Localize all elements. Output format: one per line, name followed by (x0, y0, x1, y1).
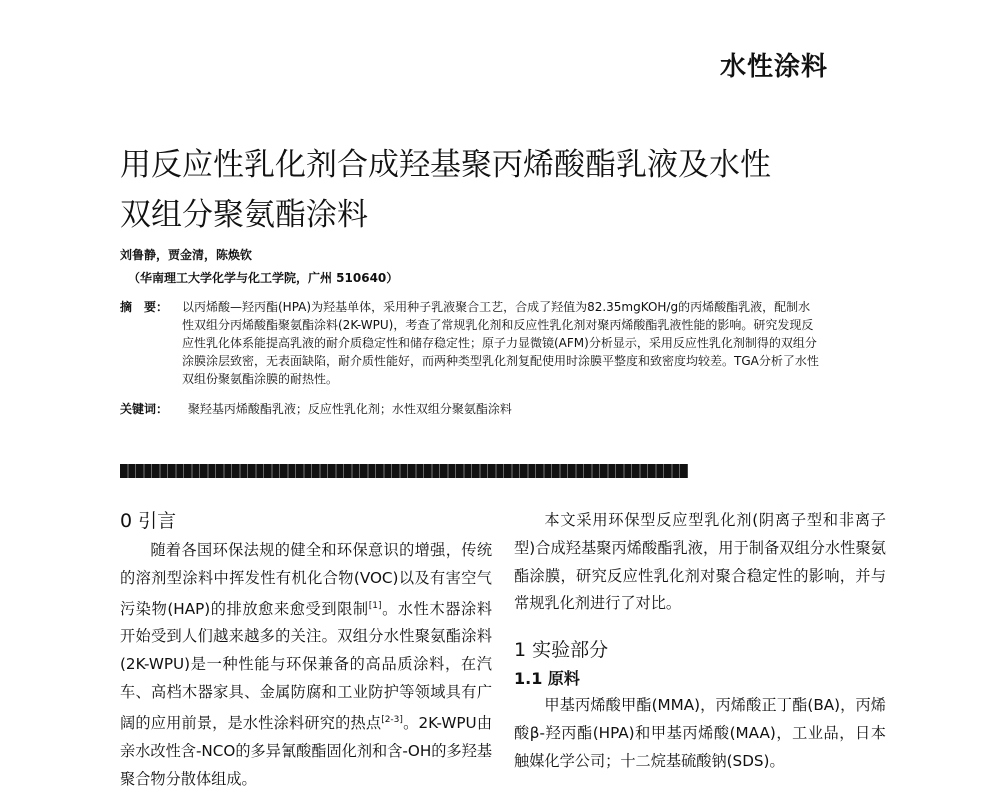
section-tag: 水性涂料 (720, 52, 829, 82)
abstract (120, 298, 820, 388)
keywords-label: 关键词： (120, 402, 169, 416)
abstract-label: 摘 要： (120, 300, 169, 314)
title-line-1: 用反应性乳化剂合成羟基聚丙烯酸酯乳液及水性 (120, 147, 771, 183)
affiliation: （华南理工大学化学与化工学院，广州 510640） (128, 271, 399, 285)
keywords-text: 聚羟基丙烯酸酯乳液；反应性乳化剂；水性双组分聚氨酯涂料 (187, 402, 512, 416)
intro-paragraph (120, 537, 492, 793)
intro-heading: 0 引言 (120, 510, 177, 532)
experiment-heading: 1 实验部分 (514, 639, 609, 662)
intro-paragraph-2: 本文采用环保型反应型乳化剂(阴离子型和非离子型)合成羟基聚丙烯酸酯乳液，用于制备双组分水性聚氨酯涂膜，研究反应性乳化剂对聚合稳定性的影响，并与常规乳化剂进行了对比。 (514, 511, 886, 613)
right-column (514, 507, 886, 776)
materials-paragraph: 甲基丙烯酸甲酯(MMA)，丙烯酸正丁酯(BA)，丙烯酸β-羟丙酯(HPA)和甲基丙烯酸(MAA)，工业品，日本触媒化学公司；十二烷基硫酸钠(SDS)。 (514, 696, 886, 770)
abstract-text: 以丙烯酸—羟丙酯(HPA)为羟基单体，采用种子乳液聚合工艺，合成了羟值为82.35mgKOH/g的丙烯酸酯乳液，配制水性双组分丙烯酸酯聚氨酯涂料(2K-WPU)，考查了常规乳化剂和反应性乳化剂对聚丙烯酸酯乳液性能的影响。研究发现反应性乳化体系能提高乳液的耐介质稳定性和储存稳定性；原子力显微镜(AFM)分析显示，采用反应性乳化剂制得的双组分涂膜涂层致密，无表面缺陷，耐介质性能好，而两种类型乳化剂复配使用时涂膜平整度和致密度均较差。TGA分析了水性双组份聚氨酯涂膜的耐热性。 (182, 300, 819, 386)
spacer (514, 618, 886, 636)
scan-artifact-bar (120, 464, 688, 478)
materials-heading: 1.1 原料 (514, 669, 580, 689)
citation-2: [2-3] (381, 714, 403, 725)
intro-text-3: 。2K-WPU由亲水改性含-NCO的多异氰酸酯固化剂和含-OH的多羟基聚合物分散体组成。 (120, 713, 493, 788)
intro-text-2: 。水性木器涂料开始受到人们越来越多的关注。双组分水性聚氨酯涂料(2K-WPU)是一种性能与环保兼备的高品质涂料，在汽车、高档木器家具、金属防腐和工业防护等领域具有广阔的应用前景，是水性涂料研究的热点 (120, 599, 493, 732)
title-line-2: 双组分聚氨酯涂料 (120, 197, 368, 233)
left-column (120, 507, 492, 793)
keywords (120, 400, 820, 417)
article-title (120, 140, 880, 240)
intro-text-1: 随着各国环保法规的健全和环保意识的增强，传统的溶剂型涂料中挥发性有机化合物(VOC)以及有害空气污染物(HAP)的排放愈来愈受到限制 (120, 541, 492, 618)
authors: 刘鲁静，贾金清，陈焕钦 (120, 248, 253, 262)
citation-1: [1] (368, 600, 382, 611)
